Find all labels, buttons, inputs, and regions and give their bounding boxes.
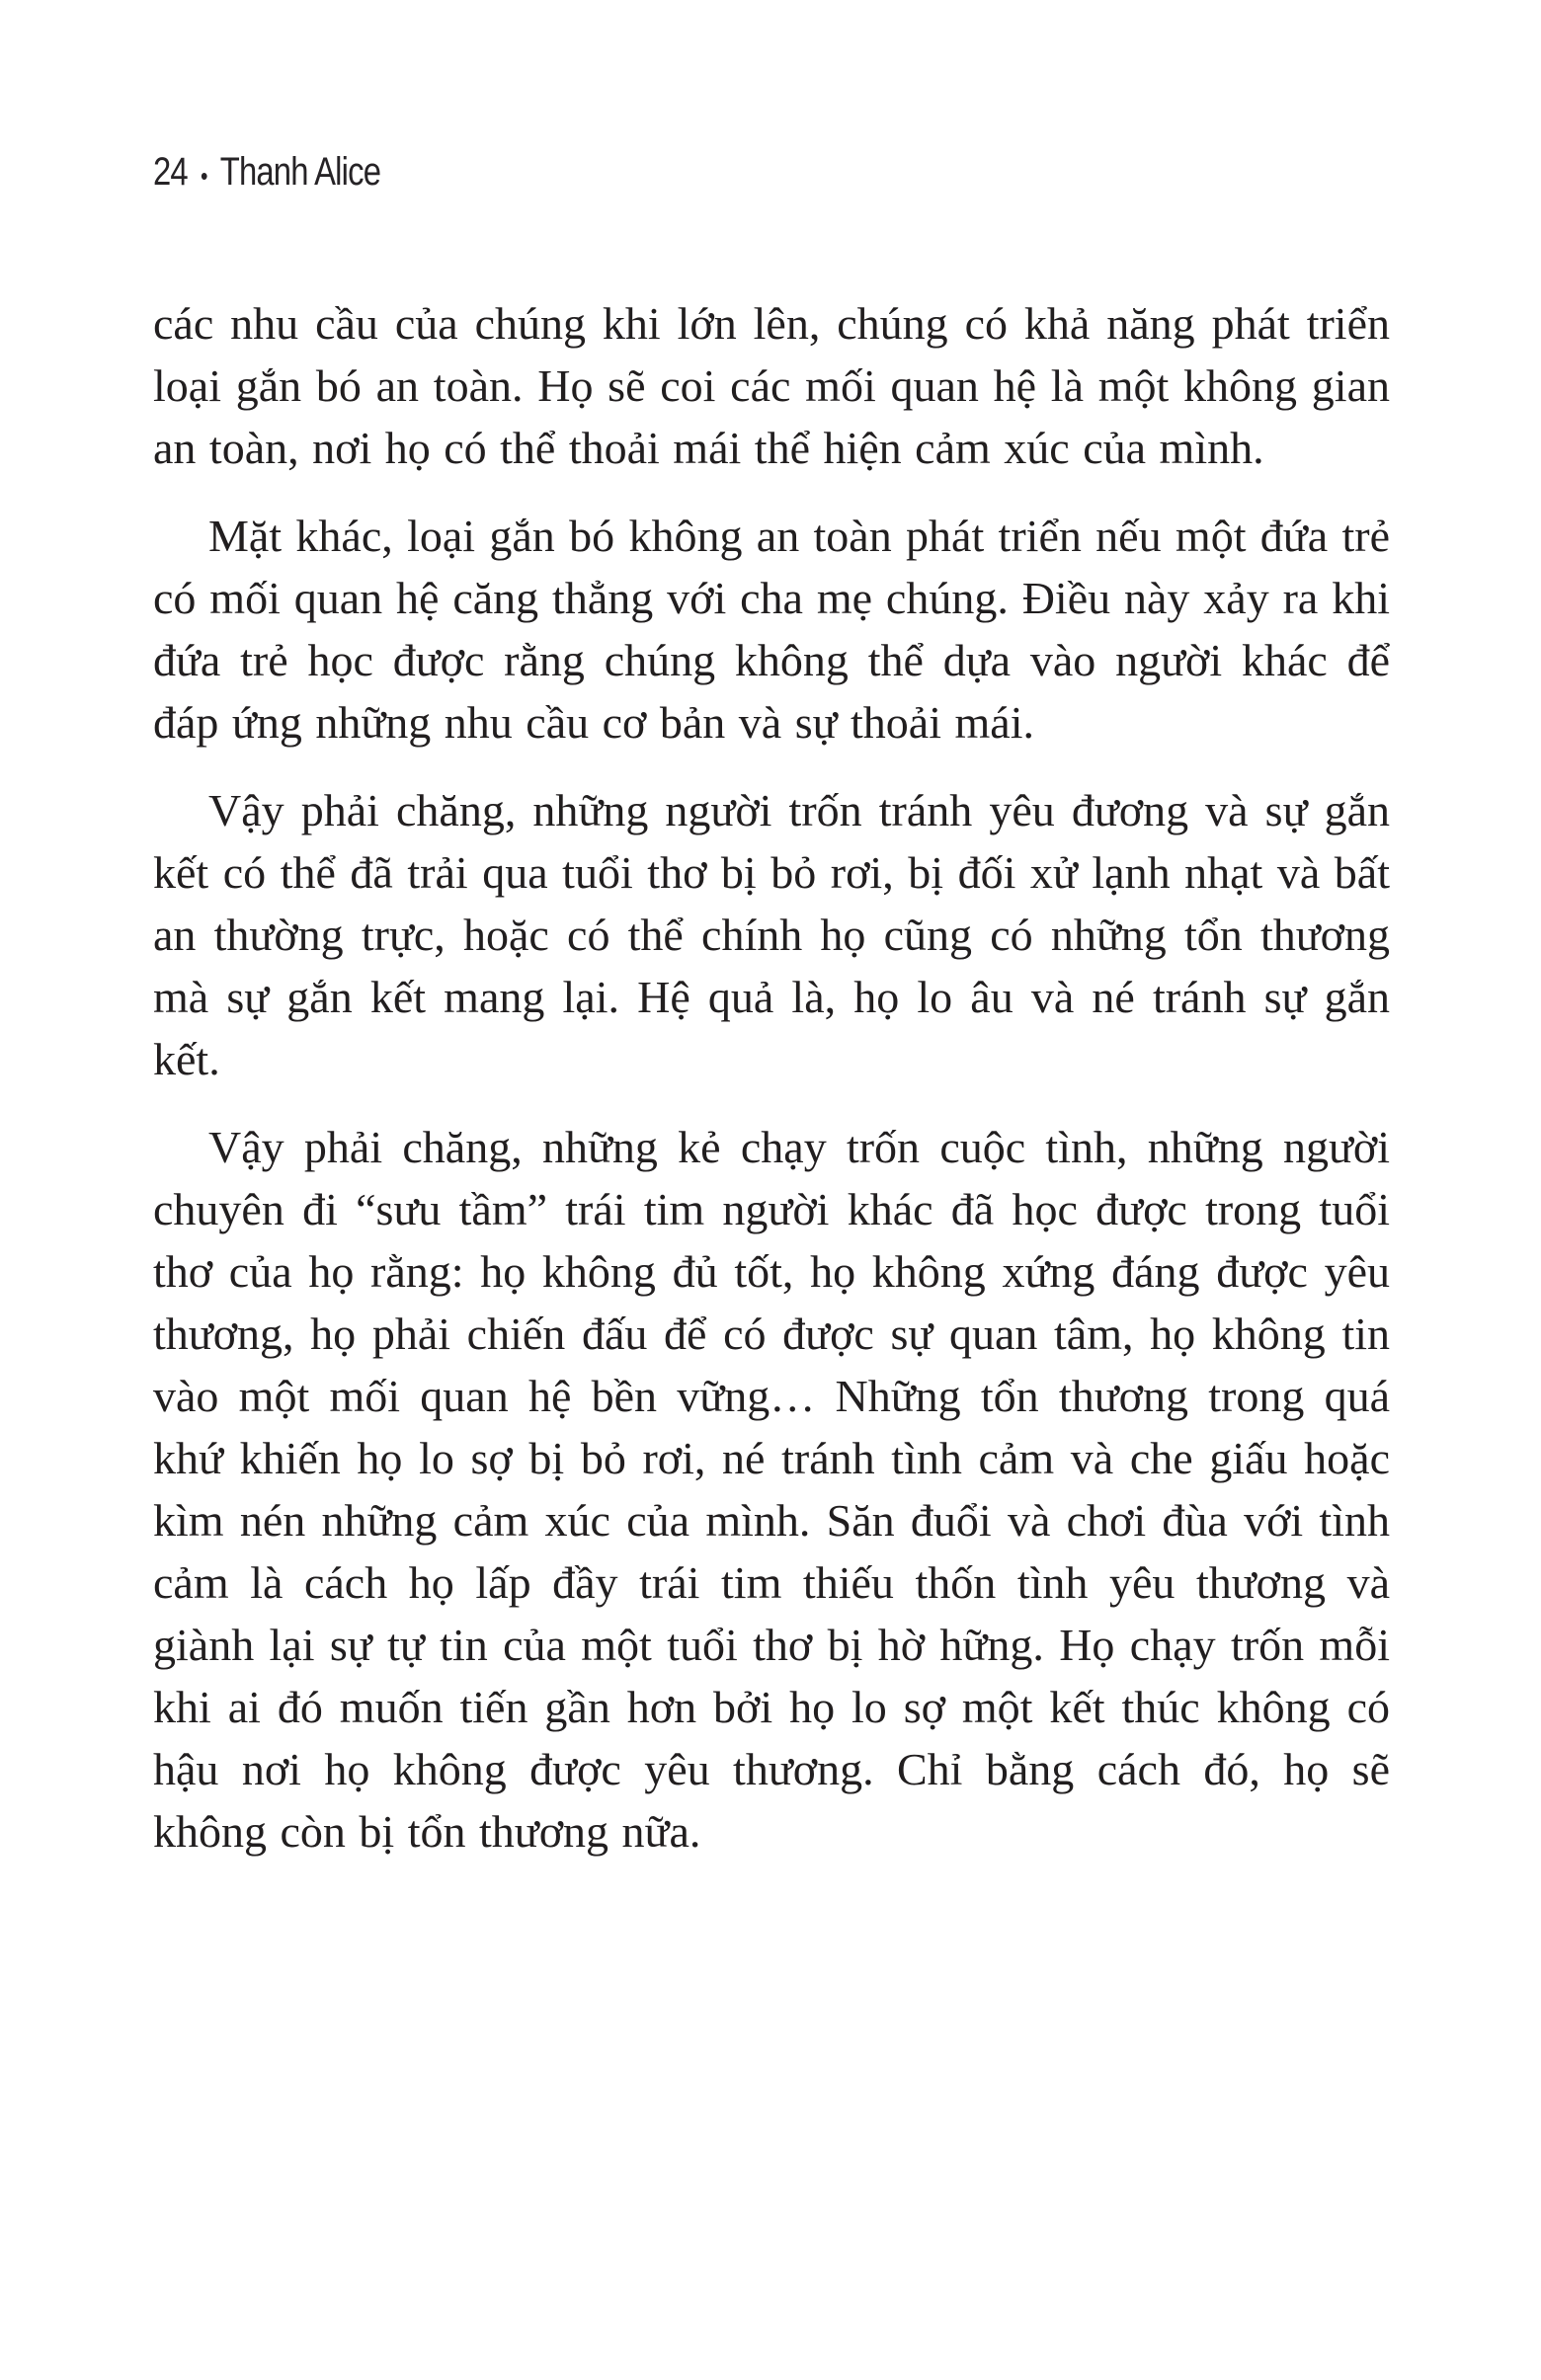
page-number: 24 [153, 150, 188, 194]
paragraph: các nhu cầu của chúng khi lớn lên, chúng có khả năng phát triển loại gắn bó an toàn. Họ sẽ coi các mối quan hệ là một không gian an toàn, nơi họ có thể thoải mái thể hiện cảm xúc của mình. [153, 298, 1390, 473]
running-header [153, 150, 380, 195]
bullet-separator-icon: • [200, 160, 207, 191]
paragraph: Vậy phải chăng, những người trốn tránh yêu đương và sự gắn kết có thể đã trải qua tuổi thơ bị bỏ rơi, bị đối xử lạnh nhạt và bất an thường trực, hoặc có thể chính họ cũng có những tổn thương mà sự gắn kết mang lại. Hệ quả là, họ lo âu và né tránh sự gắn kết. [153, 785, 1390, 1084]
paragraph: Vậy phải chăng, những kẻ chạy trốn cuộc tình, những người chuyên đi “sưu tầm” trái tim người khác đã học được trong tuổi thơ của họ rằng: họ không đủ tốt, họ không xứng đáng được yêu thương, họ phải chiến đấu để có được sự quan tâm, họ không tin vào một mối quan hệ bền vững… Những tổn thương trong quá khứ khiến họ lo sợ bị bỏ rơi, né tránh tình cảm và che giấu hoặc kìm nén những cảm xúc của mình. Săn đuổi và chơi đùa với tình cảm là cách họ lấp đầy trái tim thiếu thốn tình yêu thương và giành lại sự tự tin của một tuổi thơ bị hờ hững. Họ chạy trốn mỗi khi ai đó muốn tiến gần hơn bởi họ lo sợ một kết thúc không có hậu nơi họ không được yêu thương. Chỉ bằng cách đó, họ sẽ không còn bị tổn thương nữa. [153, 1122, 1390, 1857]
running-title: Thanh Alice [219, 150, 381, 194]
paragraph: Mặt khác, loại gắn bó không an toàn phát triển nếu một đứa trẻ có mối quan hệ căng thẳng với cha mẹ chúng. Điều này xảy ra khi đứa trẻ học được rằng chúng không thể dựa vào người khác để đáp ứng những nhu cầu cơ bản và sự thoải mái. [153, 511, 1390, 748]
body-text [153, 292, 1390, 1888]
